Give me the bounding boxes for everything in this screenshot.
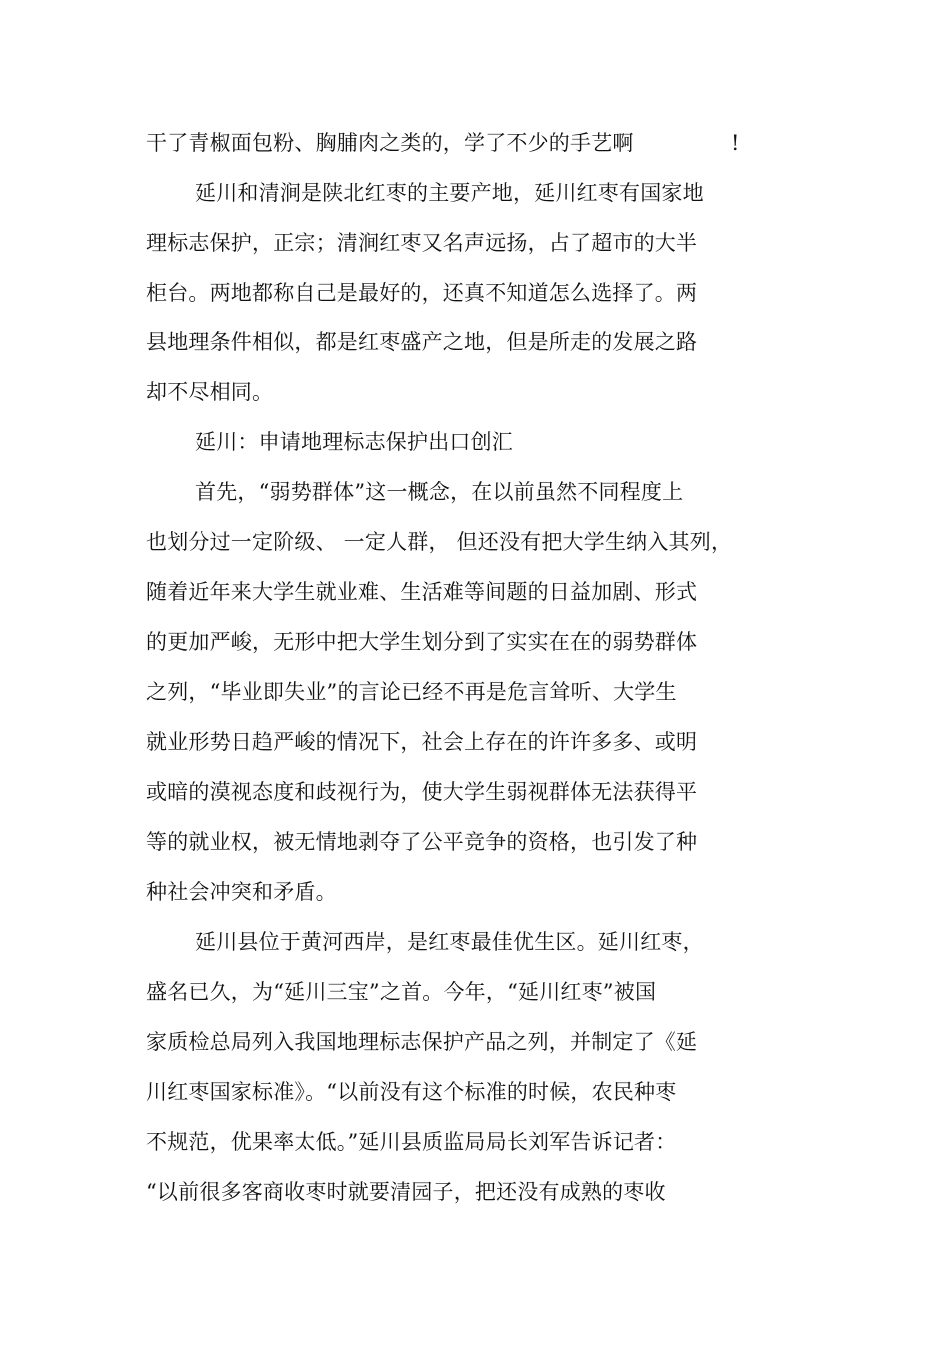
text-line-18: 盛名已久，为“延川三宝”之首。今年，“延川红枣”被国 [146,980,657,1004]
text-line-20: 川红枣国家标准》。“以前没有这个标准的时候，农民种枣 [146,1080,677,1104]
text-line-4: 柜台。两地都称自己是最好的，还真不知道怎么选择了。两 [146,281,698,305]
text-line-1: 干了青椒面包粉、胸脯肉之类的，学了不少的手艺啊 [146,131,634,155]
text-line-22: “以前很多客商收枣时就要清园子，把还没有成熟的枣收 [146,1180,666,1204]
text-line-13: 就业形势日趋严峻的情况下，社会上存在的许许多多、或明 [146,730,698,754]
text-line-10: 随着近年来大学生就业难、生活难等间题的日益加剧、形式 [146,580,698,604]
text-line-6: 却不尽相同。 [146,380,274,404]
text-line-9: 也划分过一定阶级、 一定人群， 但还没有把大学生纳入其列， [146,530,733,554]
text-line-16: 种社会冲突和矛盾。 [146,880,337,904]
exclamation-mark: ! [731,131,740,155]
text-line-8: 首先，“弱势群体”这一概念，在以前虽然不同程度上 [195,480,684,504]
text-line-2: 延川和清涧是陕北红枣的主要产地，延川红枣有国家地 [195,181,704,205]
section-heading: 延川：申请地理标志保护出口创汇 [195,430,513,454]
text-line-14: 或暗的漠视态度和歧视行为，使大学生弱视群体无法获得平 [146,780,698,804]
text-line-3: 理标志保护，正宗；清涧红枣又名声远扬，占了超市的大半 [146,231,698,255]
text-line-12: 之列，“毕业即失业”的言论已经不再是危言耸听、大学生 [146,680,677,704]
text-line-5: 县地理条件相似，都是红枣盛产之地，但是所走的发展之路 [146,330,698,354]
text-line-21: 不规范，优果率太低。”延川县质监局局长刘军告诉记者： [146,1130,677,1154]
text-line-17: 延川县位于黄河西岸，是红枣最佳优生区。延川红枣， [195,930,704,954]
text-line-19: 家质检总局列入我国地理标志保护产品之列，并制定了《延 [146,1030,698,1054]
text-line-15: 等的就业权，被无情地剥夺了公平竞争的资格，也引发了种 [146,830,698,854]
text-line-11: 的更加严峻，无形中把大学生划分到了实实在在的弱势群体 [146,630,698,654]
